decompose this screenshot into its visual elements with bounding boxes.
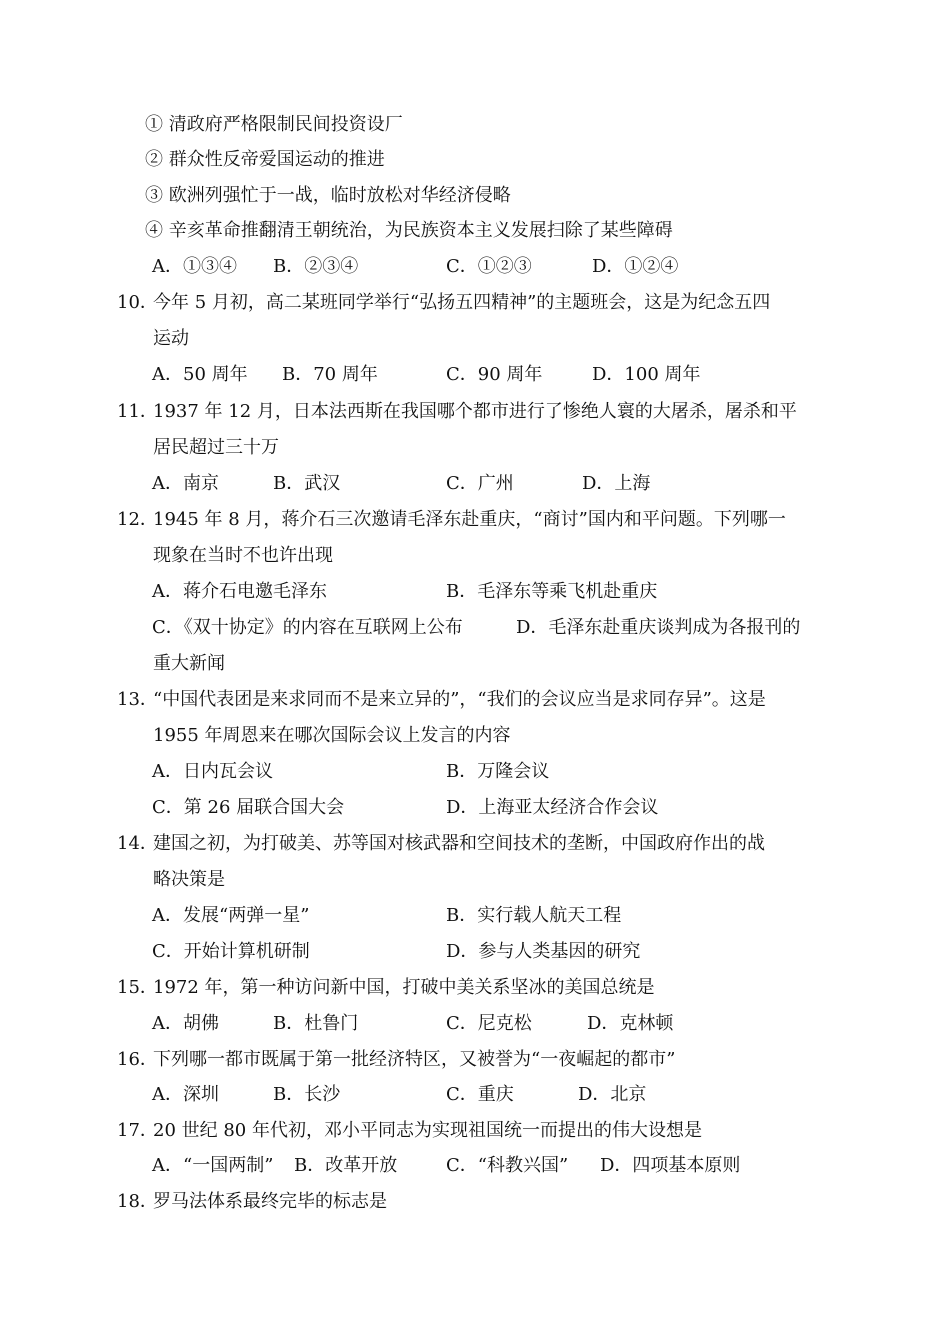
q17-stem-line-1: 20 世纪 80 年代初，邓小平同志为实现祖国统一而提出的伟大设想是 xyxy=(153,1120,702,1141)
q15-option-d: D．克林顿 xyxy=(587,1013,674,1034)
q12-stem-line-2: 现象在当时不也许出现 xyxy=(153,545,333,566)
q9-item-2: ② 群众性反帝爱国运动的推进 xyxy=(145,149,385,170)
q11-option-b: B．武汉 xyxy=(273,473,341,494)
q14-option-c: C．开始计算机研制 xyxy=(152,941,310,962)
q12-option-d-continuation: 重大新闻 xyxy=(153,653,225,674)
q13-option-a: A．日内瓦会议 xyxy=(152,761,273,782)
q17-option-a: A．“一国两制” xyxy=(152,1155,274,1176)
q13-stem-line-1: “中国代表团是来求同而不是来立异的”，“我们的会议应当是求同存异”。这是 xyxy=(153,689,766,710)
q14-stem-line-1: 建国之初，为打破美、苏等国对核武器和空间技术的垄断，中国政府作出的战 xyxy=(153,833,765,854)
q12-option-a: A．蒋介石电邀毛泽东 xyxy=(152,581,327,602)
q12-option-b: B．毛泽东等乘飞机赴重庆 xyxy=(446,581,658,602)
q12-option-d: D．毛泽东赴重庆谈判成为各报刊的 xyxy=(516,617,801,638)
q16-stem-line-1: 下列哪一都市既属于第一批经济特区，又被誉为“一夜崛起的都市” xyxy=(153,1049,676,1070)
q13-option-c: C．第 26 届联合国大会 xyxy=(152,797,345,818)
q17-option-c: C．“科教兴国” xyxy=(446,1155,569,1176)
q9-item-3: ③ 欧洲列强忙于一战，临时放松对华经济侵略 xyxy=(145,185,511,206)
q16-option-c: C．重庆 xyxy=(446,1084,514,1105)
q12-number: 12． xyxy=(117,509,158,530)
q13-number: 13． xyxy=(117,689,158,710)
q9-option-b: B．②③④ xyxy=(273,256,359,277)
q17-number: 17． xyxy=(117,1120,158,1141)
q16-option-a: A．深圳 xyxy=(152,1084,219,1105)
q9-item-4: ④ 辛亥革命推翻清王朝统治，为民族资本主义发展扫除了某些障碍 xyxy=(145,220,673,241)
q18-number: 18． xyxy=(117,1191,158,1212)
q16-number: 16． xyxy=(117,1049,158,1070)
q16-option-b: B．长沙 xyxy=(273,1084,341,1105)
q10-option-c: C．90 周年 xyxy=(446,364,543,385)
q15-option-b: B．杜鲁门 xyxy=(273,1013,359,1034)
q9-option-d: D．①②④ xyxy=(592,256,679,277)
q15-option-c: C．尼克松 xyxy=(446,1013,532,1034)
q15-number: 15． xyxy=(117,977,158,998)
q13-option-b: B．万隆会议 xyxy=(446,761,550,782)
q17-option-d: D．四项基本原则 xyxy=(600,1155,741,1176)
q11-option-a: A．南京 xyxy=(152,473,219,494)
q10-stem-line-2: 运动 xyxy=(153,328,189,349)
q11-stem-line-1: 1937 年 12 月，日本法西斯在我国哪个都市进行了惨绝人寰的大屠杀，屠杀和平 xyxy=(153,401,797,422)
q15-stem-line-1: 1972 年，第一种访问新中国，打破中美关系坚冰的美国总统是 xyxy=(153,977,655,998)
q12-option-c: C．《双十协定》的内容在互联网上公布 xyxy=(152,617,463,638)
q10-option-d: D．100 周年 xyxy=(592,364,701,385)
q10-stem-line-1: 今年 5 月初，高二某班同学举行“弘扬五四精神”的主题班会，这是为纪念五四 xyxy=(153,292,771,313)
q11-number: 11． xyxy=(117,401,158,422)
q16-option-d: D．北京 xyxy=(578,1084,647,1105)
q12-stem-line-1: 1945 年 8 月，蒋介石三次邀请毛泽东赴重庆，“商讨”国内和平问题。下列哪一 xyxy=(153,509,786,530)
q14-number: 14． xyxy=(117,833,158,854)
q15-option-a: A．胡佛 xyxy=(152,1013,219,1034)
q14-option-d: D．参与人类基因的研究 xyxy=(446,941,641,962)
q13-option-d: D．上海亚太经济合作会议 xyxy=(446,797,659,818)
q14-option-b: B．实行载人航天工程 xyxy=(446,905,622,926)
q11-option-d: D．上海 xyxy=(582,473,651,494)
q11-stem-line-2: 居民超过三十万 xyxy=(153,437,279,458)
q18-stem-line-1: 罗马法体系最终完毕的标志是 xyxy=(153,1191,387,1212)
q10-option-a: A．50 周年 xyxy=(152,364,248,385)
q13-stem-line-2: 1955 年周恩来在哪次国际会议上发言的内容 xyxy=(153,725,511,746)
q10-option-b: B．70 周年 xyxy=(282,364,378,385)
q11-option-c: C．广州 xyxy=(446,473,514,494)
q14-option-a: A．发展“两弹一星” xyxy=(152,905,310,926)
q10-number: 10． xyxy=(117,292,158,313)
q17-option-b: B．改革开放 xyxy=(294,1155,398,1176)
q9-option-a: A．①③④ xyxy=(152,256,237,277)
q9-option-c: C．①②③ xyxy=(446,256,532,277)
q9-item-1: ① 清政府严格限制民间投资设厂 xyxy=(145,114,403,135)
q14-stem-line-2: 略决策是 xyxy=(153,869,225,890)
